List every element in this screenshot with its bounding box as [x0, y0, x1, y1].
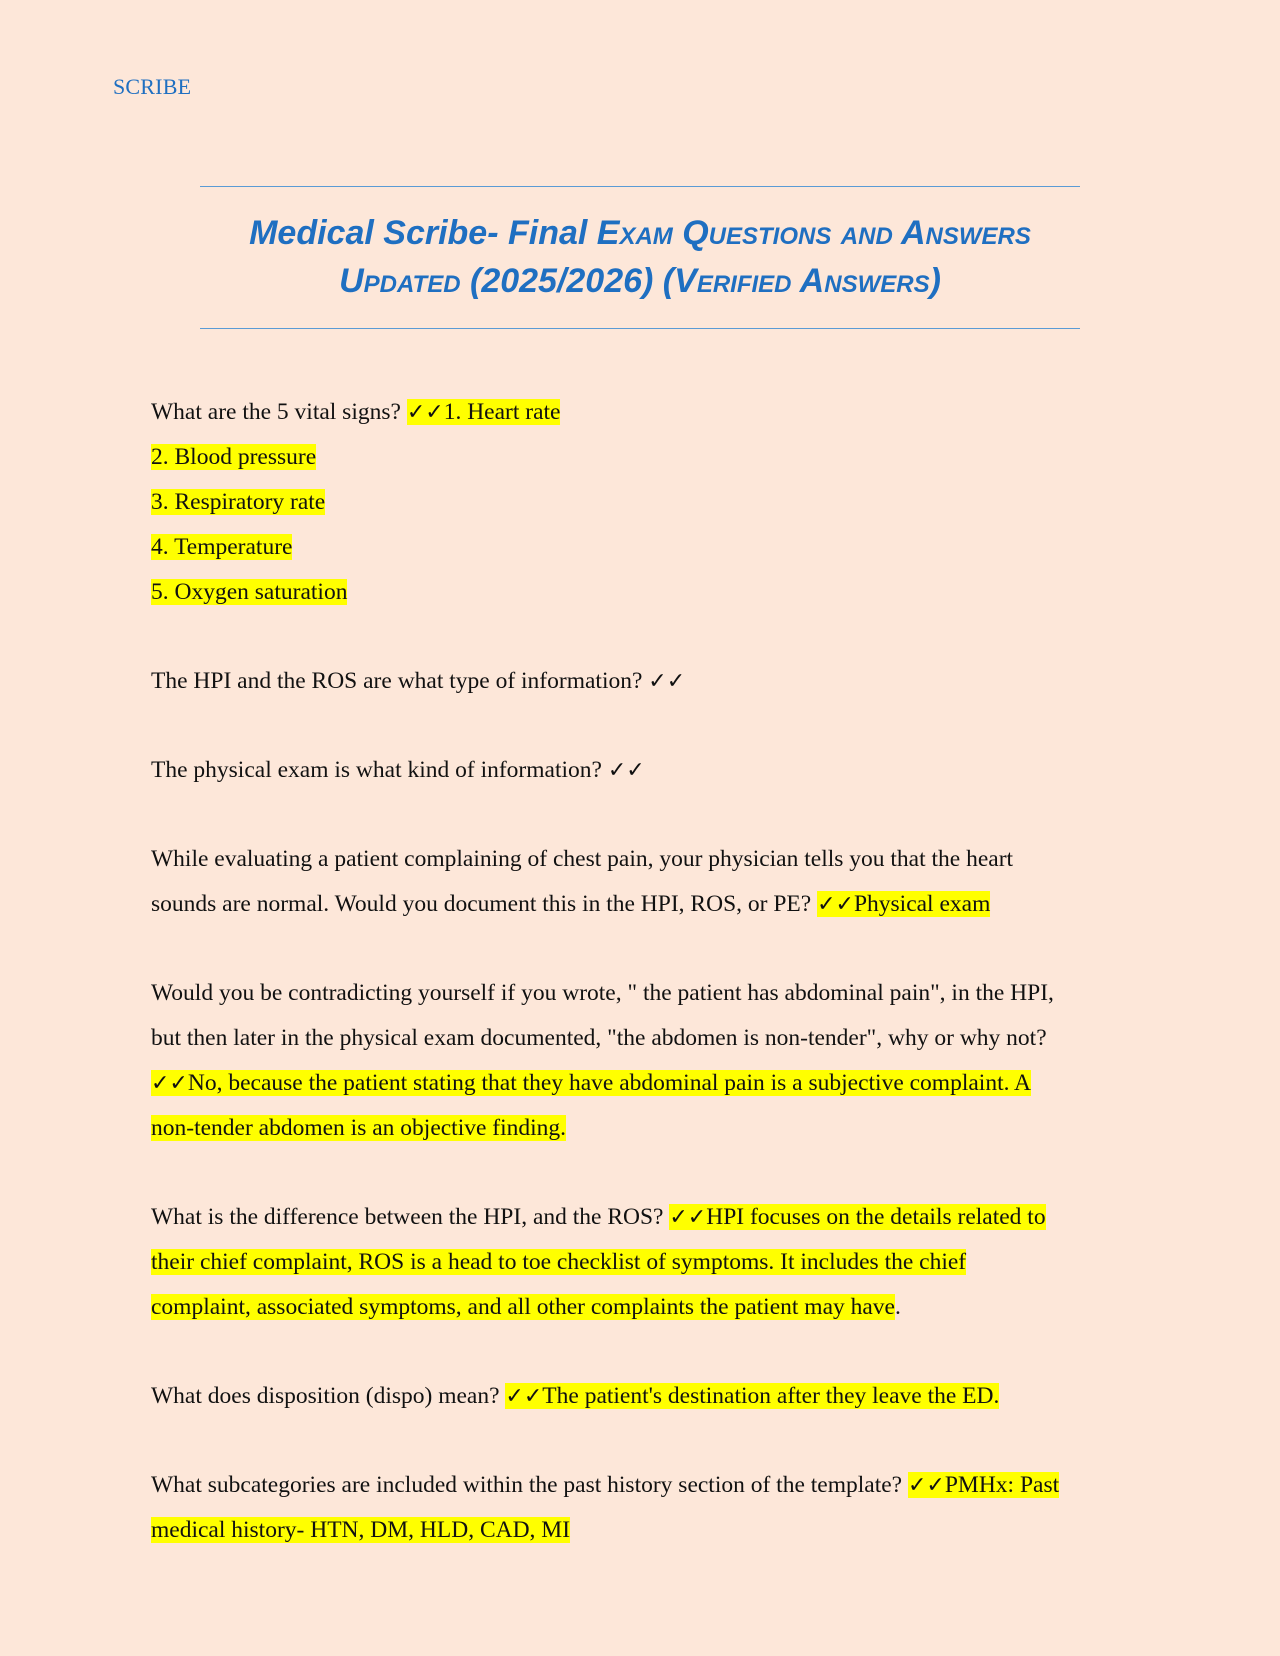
qa-line: [151, 882, 1141, 927]
qa-line: [151, 570, 1141, 615]
question-text: sounds are normal. Would you document this in the HPI, ROS, or PE?: [151, 891, 818, 917]
check-mark-icon: ✓✓: [607, 758, 645, 783]
qa-item-disposition: [151, 1374, 1141, 1419]
answer-text: medical history- HTN, DM, HLD, CAD, MI: [151, 1517, 571, 1543]
answer-text: their chief complaint, ROS is a head to toe checklist of symptoms. It includes the chief: [151, 1249, 967, 1275]
qa-item-past-history: [151, 1463, 1141, 1553]
answer-text: 5. Oxygen saturation: [151, 579, 348, 605]
answer-text: complaint, associated symptoms, and all other complaints the patient may have: [151, 1294, 895, 1320]
qa-line: [151, 1195, 1141, 1240]
question-text: The HPI and the ROS are what type of information?: [151, 668, 649, 694]
qa-item-hpi-ros-type: [151, 659, 1141, 704]
qa-line: [151, 837, 1141, 882]
qa-line: [151, 1106, 1141, 1151]
qa-line: [151, 659, 1141, 704]
question-text: What subcategories are included within the past history section of the template?: [151, 1472, 908, 1498]
qa-item-hpi-vs-ros: [151, 1195, 1141, 1330]
qa-line: [151, 1508, 1141, 1553]
answer-trailing: .: [894, 1294, 901, 1320]
qa-line: [151, 748, 1141, 793]
question-text: The physical exam is what kind of information?: [151, 757, 608, 783]
qa-line: [151, 525, 1141, 570]
answer-highlight: [908, 1472, 1059, 1498]
answer-text: 2. Blood pressure: [151, 444, 317, 470]
qa-line: [151, 435, 1141, 480]
qa-item-contradiction: [151, 971, 1141, 1151]
check-mark-icon: ✓✓: [505, 1384, 543, 1409]
answer-text: Physical exam: [853, 891, 991, 917]
qa-line: [151, 1061, 1141, 1106]
question-text: What is the difference between the HPI, and the ROS?: [151, 1204, 670, 1230]
qa-line: [151, 1285, 1141, 1330]
qa-line: [151, 1374, 1141, 1419]
answer-highlight: [407, 399, 561, 425]
title-top-rule: [200, 186, 1080, 187]
title-line1-main: Medical Scribe- Final: [249, 214, 597, 252]
answer-text: 1. Heart rate: [443, 399, 561, 425]
qa-line: [151, 1016, 1141, 1061]
answer-highlight: [505, 1383, 999, 1409]
title-line2-years: (2025/2026) (: [460, 262, 675, 300]
check-mark-icon: ✓✓: [406, 400, 444, 425]
document-header-label: SCRIBE: [113, 74, 192, 99]
qa-line: [151, 1463, 1141, 1508]
question-text: What are the 5 vital signs?: [151, 399, 407, 425]
question-text: What does disposition (dispo) mean?: [151, 1383, 506, 1409]
qa-content: [151, 390, 1141, 1597]
qa-item-heart-sounds: [151, 837, 1141, 927]
check-mark-icon: ✓✓: [669, 1205, 707, 1230]
question-text: Would you be contradicting yourself if you wrote, " the patient has abdominal pain", in the HPI,: [151, 980, 1054, 1006]
answer-text: non-tender abdomen is an objective finding.: [151, 1115, 567, 1141]
qa-line: [151, 1240, 1141, 1285]
qa-line: [151, 971, 1141, 1016]
qa-line: [151, 480, 1141, 525]
title-line2-verified: Verified Answers: [674, 262, 930, 300]
check-mark-icon: ✓✓: [648, 669, 686, 694]
question-text: While evaluating a patient complaining of chest pain, your physician tells you that the heart: [151, 846, 1014, 872]
title-line1-smallcaps: Exam Questions and Answers: [596, 214, 1031, 252]
answer-text: 3. Respiratory rate: [151, 489, 326, 515]
check-mark-icon: ✓✓: [151, 1071, 188, 1096]
title-line2-close: ): [929, 262, 941, 300]
answer-text: HPI focuses on the details related to: [706, 1204, 1046, 1230]
title-block: [200, 186, 1080, 329]
answer-text: 4. Temperature: [151, 534, 293, 560]
answer-text: No, because the patient stating that they have abdominal pain is a subjective complaint. A: [187, 1070, 1032, 1096]
answer-text: PMHx: Past: [944, 1472, 1060, 1498]
qa-item-physical-exam-type: [151, 748, 1141, 793]
answer-highlight: [817, 891, 990, 917]
check-mark-icon: ✓✓: [907, 1473, 945, 1498]
question-text: but then later in the physical exam documented, "the abdomen is non-tender", why or why not?: [151, 1025, 1047, 1051]
document-title: [200, 209, 1080, 305]
title-bottom-rule: [200, 328, 1080, 329]
answer-highlight: [151, 1070, 1031, 1096]
qa-item-vital-signs: [151, 390, 1141, 615]
answer-text: The patient's destination after they leave the ED.: [542, 1383, 1000, 1409]
check-mark-icon: ✓✓: [817, 892, 854, 917]
qa-line: [151, 390, 1141, 435]
title-line2-updated: Updated: [339, 262, 461, 300]
answer-highlight: [669, 1204, 1045, 1230]
